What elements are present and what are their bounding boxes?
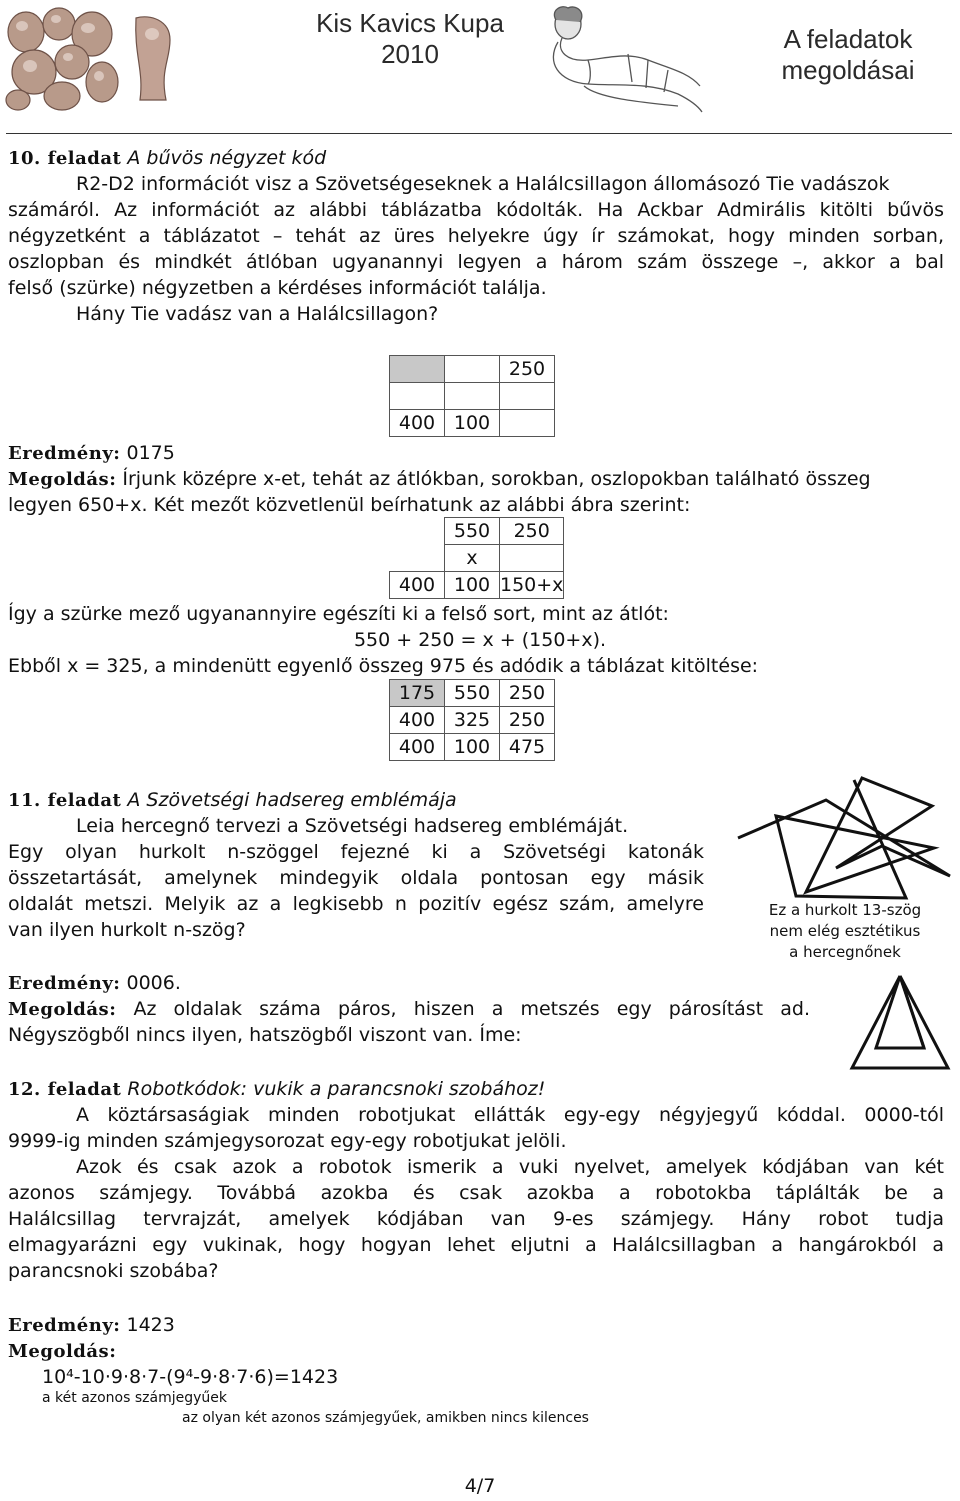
result-value: 0006. (126, 972, 181, 994)
table-cell (390, 356, 445, 383)
task10-label: 10. feladat (8, 148, 122, 169)
task11-solution-line-2: Négyszögből nincs ilyen, hatszögből viszont van. Íme: (8, 1024, 522, 1046)
task11-line-1: Leia hercegnő tervezi a Szövetségi hadsereg emblémáját. (76, 815, 629, 837)
solution-label: Megoldás: (8, 999, 117, 1020)
solution-text: Írjunk középre x-et, tehát az átlókban, sorokban, oszlopokban található összeg (122, 468, 871, 490)
header-right-line2: megoldásai (781, 55, 915, 85)
task11-title: A Szövetségi hadsereg emblémája (127, 789, 457, 811)
result-label: Eredmény: (8, 443, 121, 464)
task11-label: 11. feladat (8, 790, 122, 811)
header-subtitle (738, 24, 958, 86)
task12-line-3: Azok és csak azok a robotok ismerik a vuki nyelvet, amelyek kódjában van két (76, 1156, 944, 1178)
table-row (390, 680, 555, 707)
task11-result (8, 970, 181, 997)
table-cell (500, 383, 555, 410)
solution-text: Az oldalak száma páros, hiszen a metszés egy párosítást ad. (133, 998, 810, 1020)
table-cell (445, 383, 500, 410)
task10-title: A bűvös négyzet kód (127, 147, 327, 169)
task11-line-5: van ilyen hurkolt n-szög? (8, 919, 246, 941)
task10-line-1: R2-D2 információt visz a Szövetségeseknek a Halálcsillagon állomásozó Tie vadászok (76, 173, 890, 195)
task11-heading (8, 787, 457, 814)
table-cell: 250 (500, 356, 555, 383)
task10-heading (8, 145, 326, 172)
header-logo-small (130, 10, 176, 106)
table-cell: 550 (445, 680, 500, 707)
header-logo-pebbles (4, 4, 122, 112)
task10-equation: 550 + 250 = x + (150+x). (353, 629, 607, 651)
header-title (290, 8, 530, 70)
task12-line-7: parancsnoki szobába? (8, 1260, 219, 1282)
table-row (390, 356, 555, 383)
table-cell (390, 383, 445, 410)
task11-line-2: Egy olyan hurkolt n-szöggel fejezné ki a Szövetségi katonák (8, 841, 704, 863)
caption-line-2: nem elég esztétikus (769, 922, 921, 940)
table-cell: 400 (390, 734, 445, 761)
header-right-line1: A feladatok (783, 24, 913, 54)
table-row (390, 734, 555, 761)
looped-13-gon-figure (736, 772, 954, 902)
task12-result (8, 1312, 175, 1339)
task12-line-4: azonos számjegy. Továbbá azokba és csak azokba a robotokba táplálták be a (8, 1182, 944, 1204)
table-cell: 250 (500, 707, 555, 734)
task10-solution-line-3: Így a szürke mező ugyanannyire egészíti ki a felső sort, mint az átlót: (8, 603, 669, 625)
table-cell: 150+x (500, 572, 564, 599)
table-cell: 175 (390, 680, 445, 707)
table-row (390, 572, 564, 599)
task10-question: Hány Tie vadász van a Halálcsillagon? (76, 303, 439, 325)
table-row (390, 410, 555, 437)
task10-result (8, 440, 175, 467)
header-title-line2: 2010 (381, 39, 439, 69)
table-cell: 100 (445, 572, 500, 599)
table-cell (500, 410, 555, 437)
solution-label: Megoldás: (8, 1341, 117, 1362)
task10-solution-line-2: legyen 650+x. Két mezőt közvetlenül beírhatunk az alábbi ábra szerint: (8, 494, 691, 516)
table-cell (390, 518, 445, 545)
task12-line-1: A köztársaságiak minden robotjukat ellátták egy-egy négyjegyű kóddal. 0000-tól (76, 1104, 944, 1126)
task12-note-1: a két azonos számjegyűek (42, 1390, 227, 1406)
table-cell (500, 545, 564, 572)
header-divider (6, 133, 952, 134)
task12-title: Robotkódok: vukik a parancsnoki szobához! (127, 1078, 546, 1100)
caption-line-3: a hercegnőnek (789, 943, 901, 961)
header-figure-illustration (528, 2, 706, 120)
table-row (390, 707, 555, 734)
caption-line-1: Ez a hurkolt 13-szög (768, 901, 922, 919)
task11-line-4: oldalát metszi. Melyik az a legkisebb n pozitív egész szám, amelyre (8, 893, 704, 915)
result-label: Eredmény: (8, 973, 121, 994)
result-label: Eredmény: (8, 1315, 121, 1336)
task12-formula: 10⁴-10⋅9⋅8⋅7-(9⁴-9⋅8⋅7⋅6)=1423 (42, 1366, 339, 1388)
table-cell: 250 (500, 680, 555, 707)
table-row (390, 518, 564, 545)
table-cell: 400 (390, 707, 445, 734)
table-cell: 550 (445, 518, 500, 545)
magic-square-solution (389, 679, 555, 761)
looped-hexagon-figure (848, 970, 952, 1074)
table-cell: 100 (445, 734, 500, 761)
header-title-line1: Kis Kavics Kupa (316, 8, 504, 38)
task10-solution-line-4: Ebből x = 325, a mindenütt egyenlő összeg 975 és adódik a táblázat kitöltése: (8, 655, 759, 677)
table-cell (390, 545, 445, 572)
task10-line-5: felső (szürke) négyzetben a kérdéses információt találja. (8, 277, 547, 299)
task10-solution-line-1 (8, 466, 871, 493)
table-cell: x (445, 545, 500, 572)
task12-solution-label (8, 1338, 116, 1365)
solution-label: Megoldás: (8, 469, 117, 490)
result-value: 1423 (126, 1314, 175, 1336)
task10-line-3: négyzetként a táblázatot – tehát az üres helyekre úgy ír számokat, hogy minden sorban, (8, 225, 944, 247)
task12-label: 12. feladat (8, 1079, 122, 1100)
table-cell: 400 (390, 410, 445, 437)
task12-line-6: elmagyarázni egy vukinak, hogy hogyan lehet eljutni a Halálcsillagban a hangárokból a (8, 1234, 944, 1256)
task10-line-2: számáról. Az információt az alábbi táblázatba kódolták. Ha Ackbar Admirális kitölti bűvös (8, 199, 944, 221)
task11-solution-line-1 (8, 996, 810, 1023)
table-cell: 475 (500, 734, 555, 761)
table-row (390, 383, 555, 410)
table-cell: 100 (445, 410, 500, 437)
magic-square-partial (389, 517, 564, 599)
task11-line-3: összetartását, amelynek mindegyik oldala pontosan egy másik (8, 867, 704, 889)
table-row (390, 545, 564, 572)
task12-line-5: Halálcsillag tervrajzát, amelyek kódjában van 9-es számjegy. Hány robot tudja (8, 1208, 944, 1230)
table-cell (445, 356, 500, 383)
task12-note-2: az olyan két azonos számjegyűek, amikben nincs kilences (182, 1410, 589, 1426)
table-cell: 400 (390, 572, 445, 599)
page-number: 4/7 (464, 1475, 496, 1497)
task12-line-2: 9999-ig minden számjegysorozat egy-egy robotjukat jelöli. (8, 1130, 567, 1152)
task10-line-4: oszlopban és mindkét átlóban ugyanannyi legyen a három szám összege –, akkor a bal (8, 251, 944, 273)
figure-caption (736, 900, 954, 963)
task12-heading (8, 1076, 545, 1103)
result-value: 0175 (126, 442, 175, 464)
table-cell: 325 (445, 707, 500, 734)
magic-square-puzzle (389, 355, 555, 437)
table-cell: 250 (500, 518, 564, 545)
